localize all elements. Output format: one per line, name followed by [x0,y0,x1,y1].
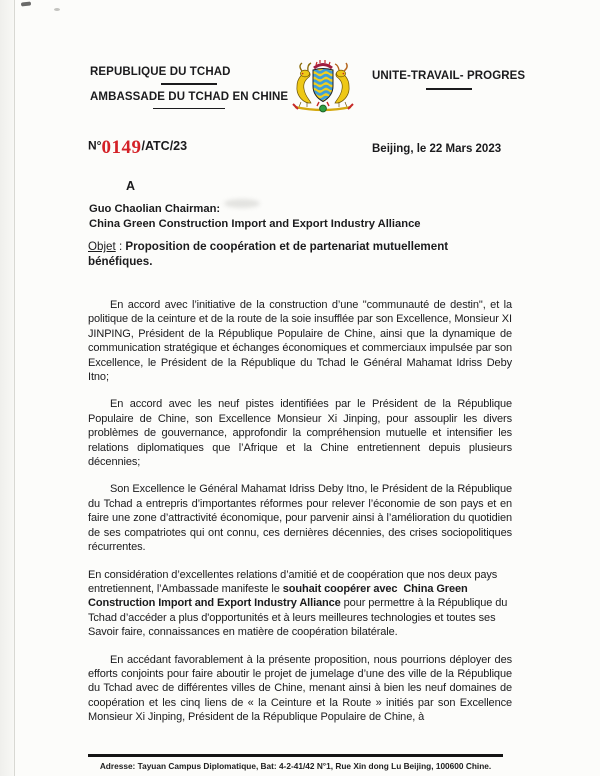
chad-coat-of-arms-icon [283,60,363,118]
national-motto: UNITE-TRAVAIL- PROGRES [372,70,526,82]
recipient-organization: China Green Construction Import and Export Industry Alliance [89,217,421,230]
footer-divider [88,754,503,757]
country-title: REPUBLIQUE DU TCHAD [90,66,231,78]
paragraph-text: En accord avec les neuf pistes identifiées par le Président de la République Populaire de Chine, son Excellence Monsieur Xi Jinping, pour assouplir les divers problèmes de gouvernance, approfondir la compréhension mutuelle et intensifier les relations diplomatiques que l’Afrique et la Chine entretiennent depuis plusieurs décennies; [88,398,512,469]
recipient-name: Guo Chaolian Chairman: [89,203,221,215]
header-right [372,70,525,96]
reference-suffix: /ATC/23 [141,139,188,153]
body-paragraph-4 [88,568,512,640]
subject-label: Objet [88,240,116,253]
reference-prefix: N° [88,138,102,153]
subject-text: Proposition de coopération et de partenariat mutuellement bénéfiques. [88,240,449,268]
subject-line [88,239,500,269]
place-date: Beijing, le 22 Mars 2023 [372,143,502,155]
divider [161,83,217,85]
header-left [90,66,288,115]
paragraph-text: En considération d’excellentes relations d’amitié et de coopération que nos deux pays entretiennent, l’Ambassade manifeste le [88,568,498,595]
reference-number [88,137,187,159]
body-paragraph-3 [88,482,512,554]
body-paragraph-5 [88,653,512,725]
recipient-block [89,202,549,231]
paragraph-text: pour permettre à la République du Tchad d’accéder a plus d'opportunités et à leurs meilleures technologies et toutes ses Savoir faire, connaissances en matière de coopération bilatérale. [88,597,508,639]
divider [426,88,472,90]
footer-address: Adresse: Tayuan Campus Diplomatique, Bat: 4-2-41/42 N°1, Rue Xin dong Lu Beijing, 100600 Chine. [99,761,492,771]
scan-edge-shadow [0,0,15,776]
divider [153,108,225,110]
subject-separator: : [115,240,126,253]
paragraph-text: En accédant favorablement à la présente proposition, nous pourrions déployer des efforts conjoints pour faire aboutir le projet de jumelage d’une des ville de la République du Tchad avec de différentes villes de Chine, menant ainsi à bien les neuf domaines de coopération et les cinq liens de « la Ceinture et la Route » initiés par son Excellence Monsieur Xi Jinping, Président de la République Populaire de Chine, à [88,653,512,724]
embassy-title: AMBASSADE DU TCHAD EN CHINE [90,90,289,103]
body-paragraph-1 [88,298,512,384]
scan-speck [21,1,31,6]
reference-digits: 0149 [101,137,142,158]
paragraph-text: Son Excellence le Général Mahamat Idriss Deby Itno, le Président de la République du Tchad a entrepris d’importantes réformes pour relever l’économie de son pays et en faire une zone d’attractivité économique, pour parvenir ainsi à l’amélioration du quotidien de ses compatriotes qui ont connu, ces dernières décennies, des crises sociopolitiques récurrentes. [88,483,512,554]
salutation: A [126,179,136,193]
paragraph-text: En accord avec l’initiative de la construction d’une "communauté de destin", et la politique de la ceinture et de la route de la soie insufflée par son Excellence, Monsieur XI JINPING, Président de la République Populaire de Chine, ainsi que la dynamique de communication stratégique et échanges économiques et commerciaux impulsée par son Excellence, le Président de la République du Tchad le Général Mahamat Idriss Deby Itno; [88,299,512,384]
body-paragraph-2 [88,397,512,469]
letter-body [88,298,512,738]
paragraph-bold-text: souhait coopérer avec China Green Construction Import and Export Industry Alliance [88,582,468,610]
scan-speck [54,8,60,11]
